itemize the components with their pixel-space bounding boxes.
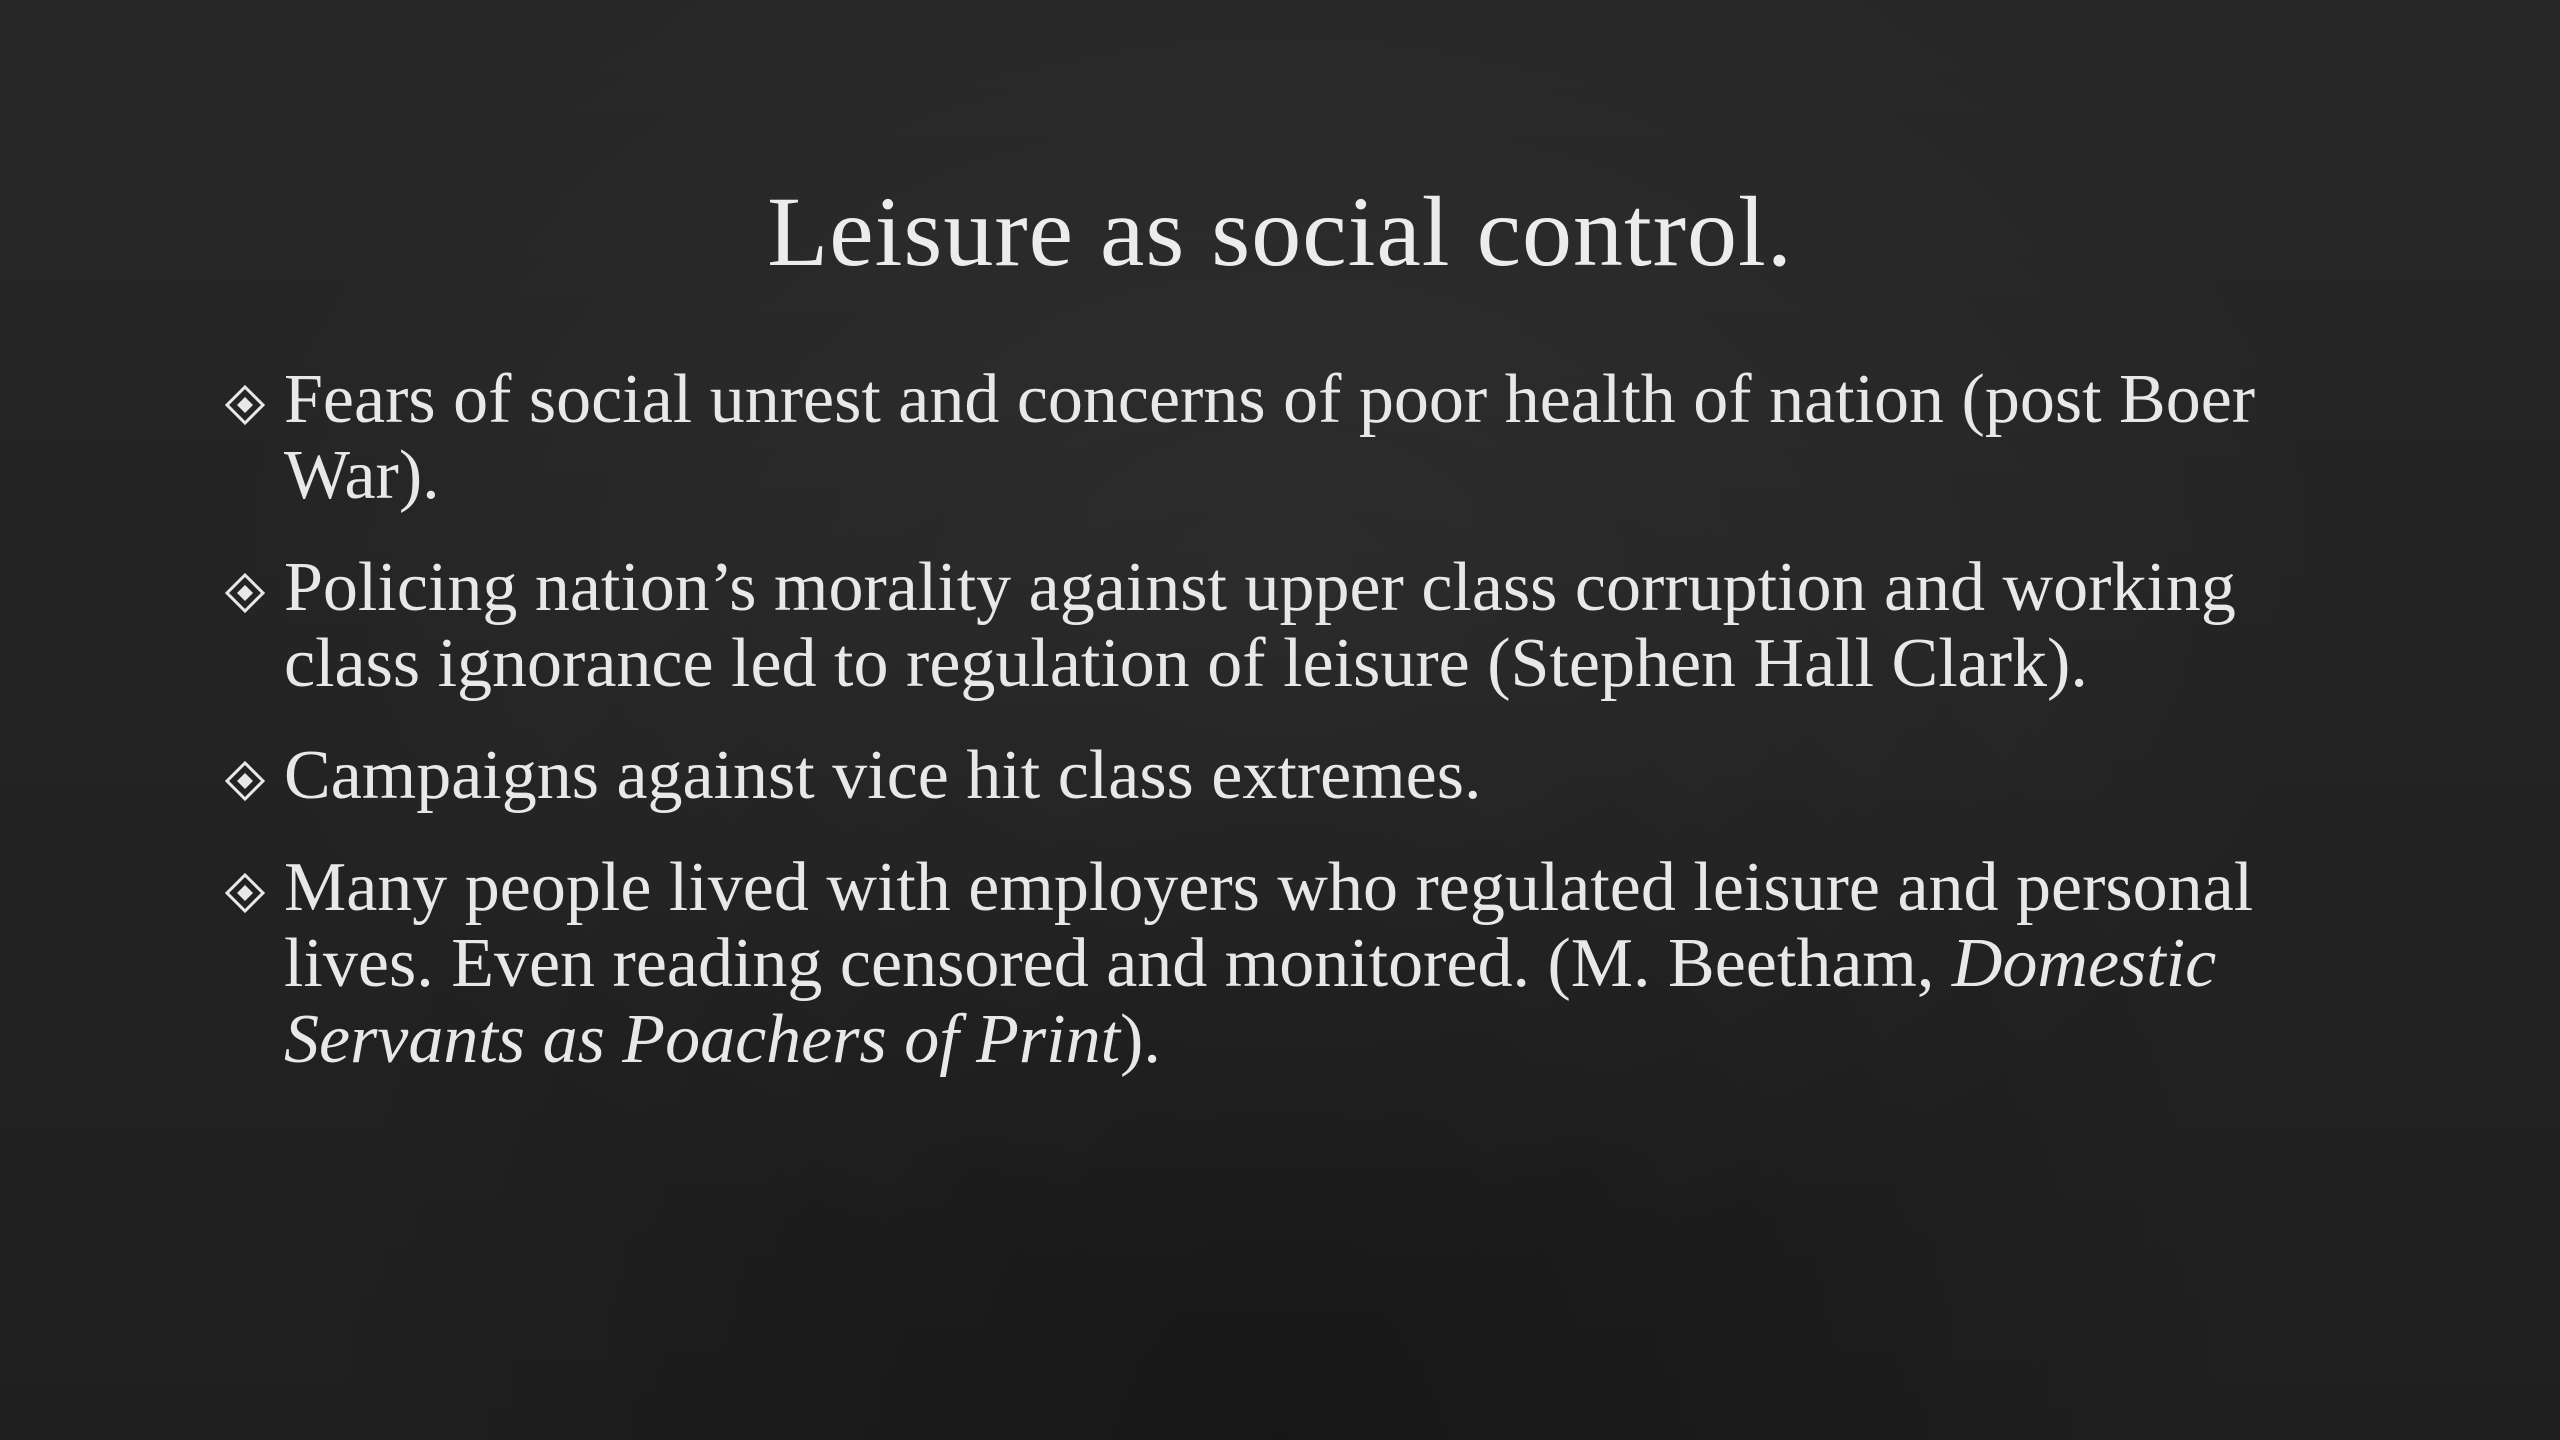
bullet-text-plain: Many people lived with employers who regulated leisure and personal lives. Even reading censored and monitored. (M. Beetham, (284, 849, 2254, 1002)
bullet-item (220, 362, 2370, 514)
bullet-item (220, 738, 2370, 814)
bullet-text: Fears of social unrest and concerns of poor health of nation (post Boer War). (284, 361, 2256, 514)
diamond-bullet-icon (224, 872, 266, 914)
diamond-bullet-icon (224, 572, 266, 614)
bullet-item (220, 850, 2370, 1078)
bullet-text: Policing nation’s morality against upper class corruption and working class ignorance led to regulation of leisure (Stephen Hall Clark). (284, 549, 2236, 702)
bullet-text: Campaigns against vice hit class extremes. (284, 737, 1482, 814)
bullet-text-end: ). (1120, 1001, 1161, 1078)
bullet-list (220, 362, 2370, 1114)
diamond-bullet-icon (224, 760, 266, 802)
bullet-text (284, 849, 2253, 1078)
slide-title: Leisure as social control. (767, 176, 1793, 287)
bullet-item (220, 550, 2370, 702)
diamond-bullet-icon (224, 384, 266, 426)
citation-title: Domestic Servants as Poachers of Print (284, 925, 2217, 1078)
